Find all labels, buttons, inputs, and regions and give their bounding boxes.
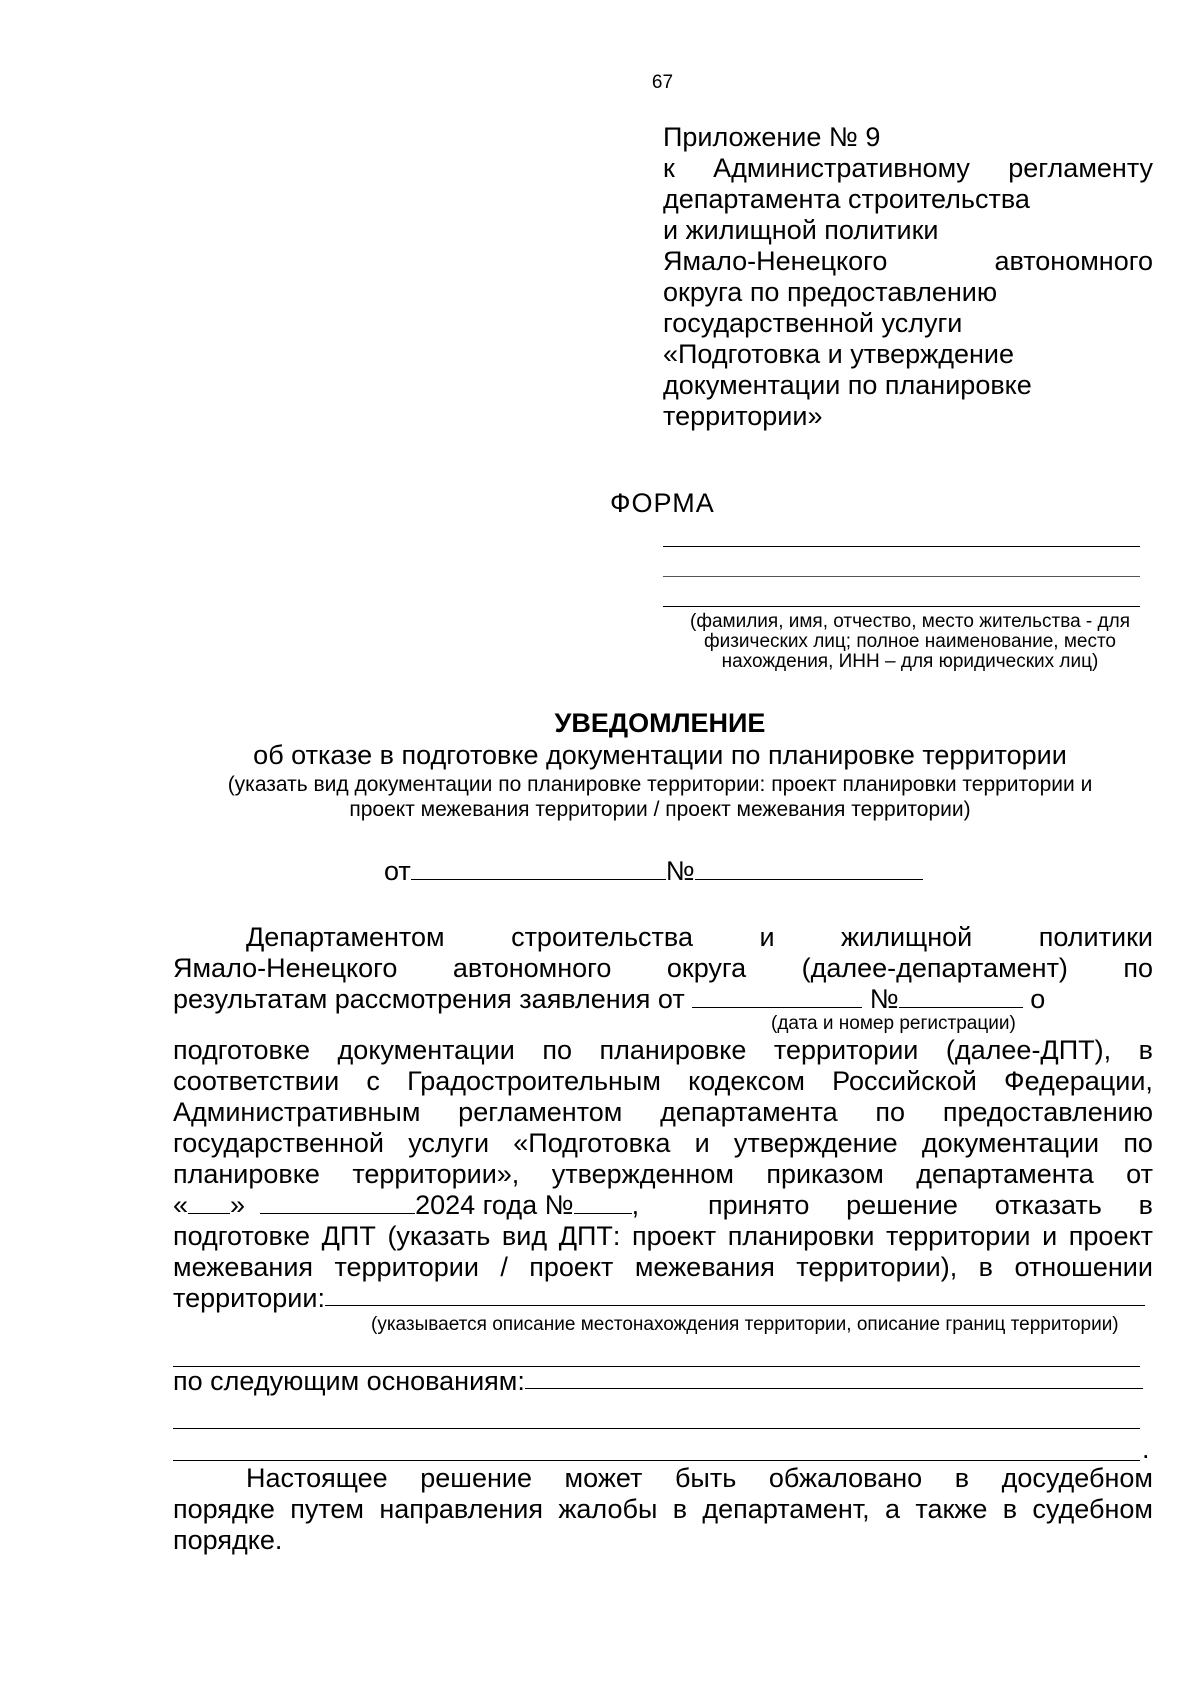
body-line-1 <box>173 922 1153 953</box>
word: проект <box>529 1252 614 1282</box>
appeal-line-3: порядке. <box>173 1525 283 1555</box>
word: проект <box>1068 1221 1153 1251</box>
word: документации <box>337 1035 515 1065</box>
addressee-blank-line-3[interactable] <box>663 606 1140 607</box>
word: кодексом <box>688 1066 805 1096</box>
word: округа <box>666 953 747 983</box>
word: / <box>500 1252 508 1282</box>
word: строительства <box>511 922 693 952</box>
application-number-blank[interactable] <box>899 985 1023 1008</box>
word: отказать <box>994 1190 1102 1220</box>
word: департамента <box>916 1159 1094 1189</box>
body-paragraph-2 <box>173 1463 1153 1556</box>
body-line-11 <box>173 1252 1153 1283</box>
quote-open: « <box>173 1190 189 1220</box>
word: планировке <box>599 1035 747 1065</box>
body-line-2 <box>173 953 1153 984</box>
word: в <box>978 1252 994 1282</box>
addressee-caption-line-3: нахождения, ИНН – для юридических лиц) <box>721 651 1099 672</box>
body-paragraph-1 <box>173 922 1153 1336</box>
body-line-4 <box>173 1035 1153 1066</box>
word: также <box>915 1494 988 1524</box>
word: к <box>663 153 675 183</box>
addressee-blank-line-2[interactable] <box>663 576 1140 577</box>
word: принято <box>708 1190 810 1220</box>
appendix-line-9: документации по планировке <box>663 370 1032 400</box>
application-number-label: № <box>869 984 899 1014</box>
word: может <box>564 1463 643 1493</box>
word: политики <box>1038 922 1153 952</box>
word: в <box>1138 1190 1153 1220</box>
word: подготовке <box>173 1035 311 1065</box>
word: и <box>1042 1221 1058 1251</box>
word: по <box>875 1097 906 1127</box>
appeal-line-1 <box>173 1463 1153 1494</box>
grounds-blank-1[interactable] <box>525 1366 1143 1389</box>
page-number: 67 <box>651 72 674 93</box>
registration-caption: (дата и номер регистрации) <box>771 1013 1016 1034</box>
word: и <box>759 922 775 952</box>
word: государственной <box>173 1128 385 1158</box>
word: планировки <box>727 1221 875 1251</box>
word: от <box>1126 1159 1153 1189</box>
word: ДПТ: <box>558 1221 621 1251</box>
word: регламентом <box>458 1097 623 1127</box>
word: департамент, <box>702 1494 870 1524</box>
notice-date-blank[interactable] <box>411 857 666 880</box>
word: соответствии <box>173 1066 340 1096</box>
notice-title: УВЕДОМЛЕНИЕ <box>554 708 766 738</box>
word: планировке <box>173 1159 320 1189</box>
word: в <box>1138 1035 1153 1065</box>
word: по <box>1123 1128 1153 1158</box>
addressee-caption-line-2: физических лиц; полное наименование, место <box>703 631 1117 652</box>
word: вид <box>501 1221 548 1251</box>
word: территории <box>773 1035 919 1065</box>
word: «Подготовка <box>513 1128 671 1158</box>
word: автономного <box>994 246 1153 276</box>
notice-note-line-1: (указать вид документации по планировке территории: проект планировки территории и <box>227 773 1093 796</box>
body-line-9 <box>173 1190 1153 1221</box>
appendix-line-7: государственной услуги <box>663 308 963 338</box>
word: направления <box>379 1494 543 1524</box>
notice-number-blank[interactable] <box>695 857 923 880</box>
body-line-12 <box>173 1283 1153 1314</box>
word: межевания <box>634 1252 775 1282</box>
word: проект <box>632 1221 717 1251</box>
word: с <box>366 1066 380 1096</box>
word: департамента <box>660 1097 838 1127</box>
notice-subtitle: об отказе в подготовке документации по планировке территории <box>253 740 1067 770</box>
addressee-caption <box>660 612 1160 672</box>
appendix-line-3: департамента строительства <box>663 184 1030 214</box>
word: Настоящее <box>246 1463 388 1493</box>
word: порядке <box>173 1494 275 1524</box>
word: жалобы <box>558 1494 658 1524</box>
word: в <box>672 1494 688 1524</box>
word: Ямало-Ненецкого <box>173 953 398 983</box>
word: территории <box>886 1221 1031 1251</box>
word: документации <box>921 1128 1100 1158</box>
word: по <box>542 1035 572 1065</box>
word: приказом <box>766 1159 884 1189</box>
order-year-label: 2024 года № <box>415 1190 574 1220</box>
appendix-line-4: и жилищной политики <box>663 215 939 245</box>
grounds-end-period: . <box>1142 1434 1150 1464</box>
word: досудебном <box>1001 1463 1153 1493</box>
word: межевания <box>173 1252 314 1282</box>
order-date-group <box>173 1190 639 1221</box>
quote-close: » <box>230 1190 246 1220</box>
body-line-3-end: о <box>1030 984 1046 1014</box>
word: ДПТ <box>321 1221 376 1251</box>
appendix-line-8: «Подготовка и утверждение <box>663 339 1014 369</box>
body-line-7 <box>173 1128 1153 1159</box>
application-from-label: результатам рассмотрения заявления от <box>173 984 685 1014</box>
word: а <box>885 1494 901 1524</box>
word: Ямало-Ненецкого <box>663 246 888 276</box>
word: территории), <box>796 1252 958 1282</box>
territory-caption: (указывается описание местонахождения территории, описание границ территории) <box>371 1314 1119 1335</box>
word: услуги <box>408 1128 490 1158</box>
word: Градостроительным <box>407 1066 661 1096</box>
order-month-blank[interactable] <box>260 1191 415 1214</box>
word: территории», <box>352 1159 520 1189</box>
order-day-blank[interactable] <box>188 1191 230 1214</box>
word: решение <box>846 1190 958 1220</box>
word: утверждение <box>733 1128 898 1158</box>
word: и <box>694 1128 710 1158</box>
body-line-3 <box>173 984 1153 1015</box>
notice-date-number-line <box>384 856 923 887</box>
body-line-6 <box>173 1097 1153 1128</box>
territory-label: территории: <box>173 1283 325 1313</box>
word: Административному <box>713 153 970 183</box>
order-number-blank[interactable] <box>574 1191 632 1214</box>
word: жилищной <box>841 922 973 952</box>
application-date-blank[interactable] <box>692 985 862 1008</box>
number-label: № <box>665 856 695 886</box>
word: по <box>1123 953 1153 983</box>
appendix-line-5 <box>663 246 1153 277</box>
notice-note-line-2: проект межевания территории / проект межевания территории) <box>349 798 971 821</box>
form-label: ФОРМА <box>610 488 715 518</box>
grounds-blank-line-2[interactable] <box>173 1428 1140 1429</box>
word: обжаловано <box>768 1463 923 1493</box>
word: в <box>1002 1494 1018 1524</box>
addressee-caption-line-1: (фамилия, имя, отчество, место жительства - для <box>690 611 1130 632</box>
word: отношении <box>1014 1252 1153 1282</box>
word: предоставлению <box>942 1097 1153 1127</box>
word: (указать <box>387 1221 491 1251</box>
word: Департаментом <box>246 922 445 952</box>
grounds-label: по следующим основаниям: <box>173 1366 525 1396</box>
grounds-block <box>173 1366 1153 1397</box>
grounds-blank-line-3[interactable] <box>173 1460 1140 1461</box>
order-comma: , <box>631 1190 640 1220</box>
word: Административным <box>173 1097 421 1127</box>
addressee-blank-line-1[interactable] <box>663 546 1140 547</box>
body-line-9-rest <box>708 1190 1153 1221</box>
appendix-line-6: округа по предоставлению <box>663 277 998 307</box>
word: (далее-ДПТ), <box>945 1035 1112 1065</box>
grounds-line <box>173 1366 1153 1397</box>
word: судебном <box>1032 1494 1153 1524</box>
word: Федерации, <box>1004 1066 1153 1096</box>
word: подготовке <box>173 1221 311 1251</box>
appendix-header <box>663 122 1153 432</box>
body-line-10 <box>173 1221 1153 1252</box>
word: в <box>954 1463 970 1493</box>
from-label: от <box>384 856 411 886</box>
notice-documentation-note <box>160 772 1160 822</box>
word: путем <box>290 1494 364 1524</box>
appendix-line-2 <box>663 153 1153 184</box>
word: территории <box>334 1252 479 1282</box>
word: решение <box>420 1463 532 1493</box>
appeal-line-2 <box>173 1494 1153 1525</box>
word: (далее-департамент) <box>801 953 1068 983</box>
word: Российской <box>832 1066 977 1096</box>
word: регламенту <box>1008 153 1153 183</box>
word: автономного <box>452 953 612 983</box>
word: утвержденном <box>551 1159 734 1189</box>
appendix-line-10: территории» <box>663 401 823 431</box>
word: быть <box>674 1463 737 1493</box>
territory-description-blank[interactable] <box>325 1283 1145 1306</box>
body-line-5 <box>173 1066 1153 1097</box>
body-line-8 <box>173 1159 1153 1190</box>
appendix-line-1: Приложение № 9 <box>663 122 881 152</box>
